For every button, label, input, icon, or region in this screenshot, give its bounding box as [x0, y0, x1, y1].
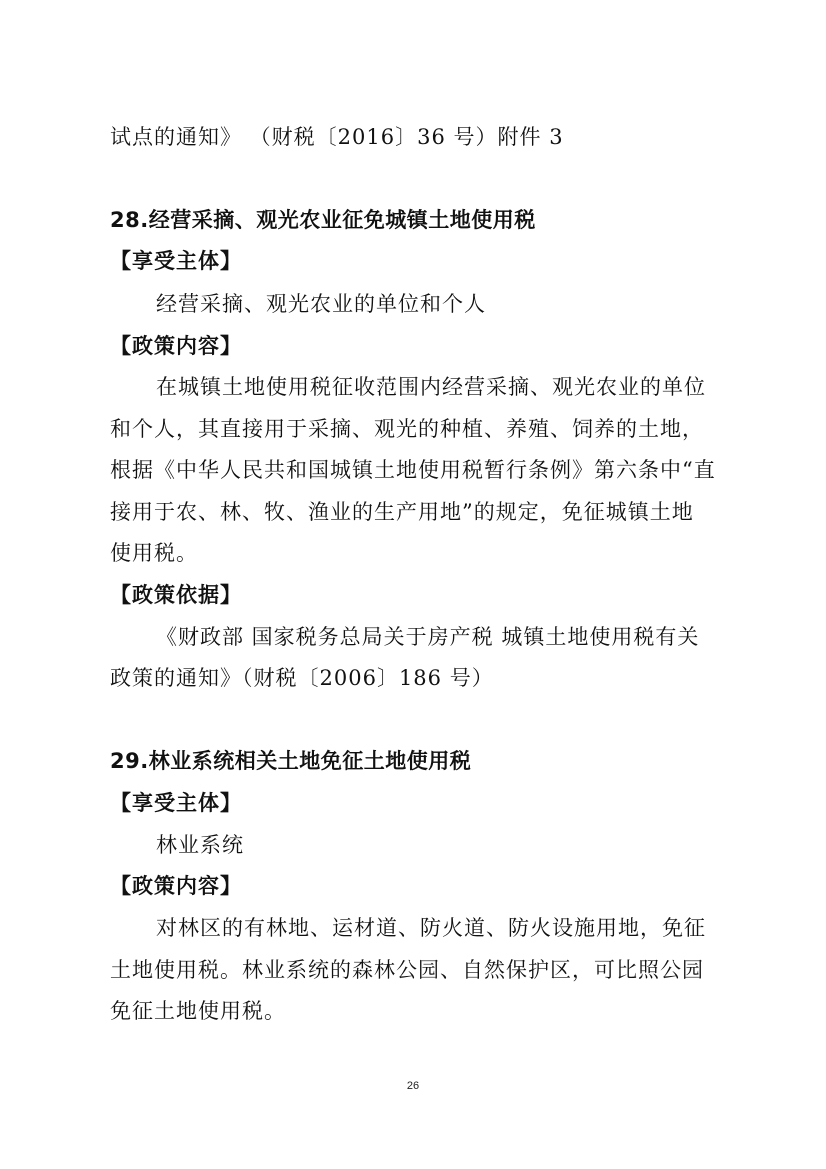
- content-line-28-4: 接用于农、林、牧、渔业的生产用地”的规定，免征城镇土地: [110, 500, 694, 524]
- content-label-28: 【政策内容】: [110, 334, 242, 358]
- content-line-29-1: 对林区的有林地、运材道、防火道、防火设施用地，免征: [156, 916, 706, 940]
- content-label-29: 【政策内容】: [110, 874, 242, 898]
- basis-line-28-2: 政策的通知》（财税〔2006〕186 号）: [110, 666, 494, 690]
- page-number: 26: [406, 1080, 420, 1092]
- basis-line-28-1: 《财政部 国家税务总局关于房产税 城镇土地使用税有关: [156, 625, 700, 649]
- basis-label-28: 【政策依据】: [110, 583, 242, 607]
- subject-text-28: 经营采摘、观光农业的单位和个人: [156, 292, 486, 316]
- content-line-28-3: 根据《中华人民共和国城镇土地使用税暂行条例》第六条中“直: [110, 458, 716, 482]
- continuation-text: 试点的通知》 （财税〔2016〕36 号）附件 3: [110, 125, 564, 149]
- section-heading-29: 29.林业系统相关土地免征土地使用税: [110, 749, 472, 773]
- content-line-28-5: 使用税。: [110, 541, 198, 565]
- content-line-29-3: 免征土地使用税。: [110, 999, 286, 1023]
- subject-label-28: 【享受主体】: [110, 249, 242, 273]
- subject-label-29: 【享受主体】: [110, 791, 242, 815]
- content-line-28-2: 和个人，其直接用于采摘、观光的种植、养殖、饲养的土地，: [110, 417, 704, 441]
- section-heading-28: 28.经营采摘、观光农业征免城镇土地使用税: [110, 208, 536, 232]
- subject-text-29: 林业系统: [156, 833, 244, 857]
- content-line-28-1: 在城镇土地使用税征收范围内经营采摘、观光农业的单位: [156, 375, 706, 399]
- content-line-29-2: 土地使用税。林业系统的森林公园、自然保护区，可比照公园: [110, 958, 704, 982]
